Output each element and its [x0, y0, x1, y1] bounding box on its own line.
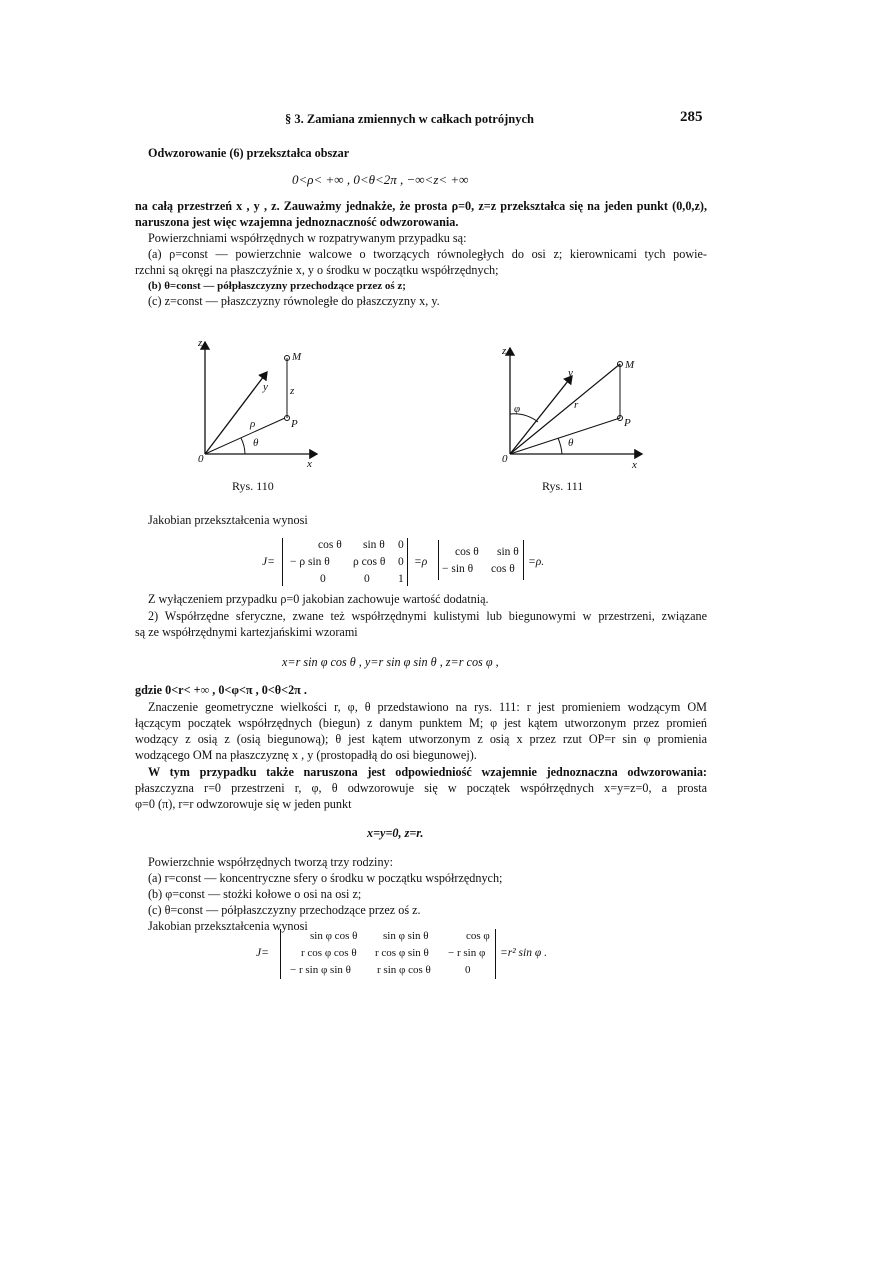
paragraph-line: Z wyłączeniem przypadku ρ=0 jakobian zachowuje wartość dodatnią. — [148, 592, 489, 606]
paragraph-line: W tym przypadku także naruszona jest odpowiedniość wzajemnie jednoznaczna odwzorowania: — [148, 765, 707, 779]
matrix-cell: sin φ sin θ — [383, 930, 429, 942]
label-origin: 0 — [502, 453, 508, 465]
paragraph-line: naruszona jest więc wzajemna jednoznaczność odwzorowania. — [135, 215, 459, 229]
matrix-cell: r sin φ cos θ — [377, 964, 431, 976]
matrix-cell: 0 — [398, 539, 404, 551]
matrix-cell: − ρ sin θ — [290, 556, 330, 568]
figure-111 — [500, 340, 650, 475]
formula-spherical: x=r sin φ cos θ , y=r sin φ sin θ , z=r cos φ , — [282, 655, 499, 669]
determinant-bar — [438, 540, 439, 580]
matrix-cell: sin θ — [363, 539, 385, 551]
label-y: y — [568, 367, 573, 379]
jacobian-lhs: J= — [256, 947, 269, 959]
paragraph-line: Znaczenie geometryczne wielkości r, φ, θ przedstawiono na rys. 111: r jest promieniem wodzącym OM — [148, 700, 707, 714]
paragraph-line: Jakobian przekształcenia wynosi — [148, 513, 308, 527]
paragraph-line: gdzie 0<r< +∞ , 0<φ<π , 0<θ<2π . — [135, 683, 307, 697]
label-theta: θ — [253, 437, 259, 449]
matrix-cell: 0 — [398, 556, 404, 568]
matrix-cell: sin φ cos θ — [310, 930, 358, 942]
paragraph-line: łączącym początek współrzędnych (biegun) z danym punktem M; φ jest kątem utworzonym przez promień — [135, 716, 707, 730]
matrix-cell: cos θ — [455, 546, 479, 558]
paragraph-line: są ze współrzędnymi kartezjańskimi wzorami — [135, 625, 358, 639]
jacobian-result: =r² sin φ . — [500, 947, 547, 959]
label-theta: θ — [568, 437, 574, 449]
running-header: § 3. Zamiana zmiennych w całkach potrójnych — [285, 112, 534, 126]
paragraph-line: Jakobian przekształcenia wynosi — [148, 919, 308, 933]
matrix-cell: 0 — [465, 964, 471, 976]
paragraph-line: Powierzchniami współrzędnych w rozpatrywanym przypadku są: — [148, 231, 467, 245]
paragraph-line: wodzący z osią z (osią biegunową); θ jest kątem utworzonym z osią x przez rzut OP=r sin φ promienia — [135, 732, 707, 746]
label-x: x — [307, 458, 312, 470]
figure-110 — [195, 330, 325, 470]
formula-point: x=y=0, z=r. — [367, 826, 424, 840]
matrix-cell: 1 — [398, 573, 404, 585]
label-x: x — [632, 459, 637, 471]
paragraph-line: Odwzorowanie (6) przekształca obszar — [148, 146, 350, 160]
label-phi: φ — [514, 403, 521, 415]
figure-caption-111: Rys. 111 — [542, 479, 584, 493]
matrix-cell: 0 — [320, 573, 326, 585]
list-item: (c) θ=const — półpłaszczyzny przechodzące przez oś z. — [148, 903, 421, 917]
list-item: (c) z=const — płaszczyzny równoległe do płaszczyzny x, y. — [148, 294, 440, 308]
matrix-cell: 0 — [364, 573, 370, 585]
list-item: (a) r=const — koncentryczne sfery o środku w początku współrzędnych; — [148, 871, 503, 885]
list-item: (b) φ=const — stożki kołowe o osi na osi z; — [148, 887, 362, 901]
matrix-cell: − r sin φ — [448, 947, 486, 959]
paragraph-line: płaszczyzna r=0 przestrzeni r, φ, θ odwzorowuje się w początek współrzędnych x=y=z=0, a prosta — [135, 781, 707, 795]
determinant-bar — [407, 538, 408, 586]
determinant-bar — [495, 929, 496, 979]
label-rho: ρ — [250, 418, 256, 430]
label-origin: 0 — [198, 453, 204, 465]
list-item: (b) θ=const — półpłaszczyzny przechodzące przez oś z; — [148, 280, 406, 292]
matrix-cell: ρ cos θ — [353, 556, 386, 568]
y-axis — [510, 376, 572, 454]
matrix-cell: cos θ — [318, 539, 342, 551]
paragraph-line: wodzącego OM na płaszczyznę x , y (prostopadłą do osi biegunowej). — [135, 748, 477, 762]
label-z-height: z — [290, 385, 295, 397]
list-item-cont: rzchni są okręgi na płaszczyźnie x, y o środku w początku współrzędnych; — [135, 263, 499, 277]
paragraph-line: na całą przestrzeń x , y , z. Zauważmy jednakże, że prosta ρ=0, z=z przekształca się na jeden punkt (0,0,z), — [135, 199, 707, 213]
label-M: M — [292, 351, 302, 363]
label-M: M — [625, 359, 635, 371]
paragraph-line: φ=0 (π), r=r odwzorowuje się w jeden punkt — [135, 797, 352, 811]
figure-caption-110: Rys. 110 — [232, 479, 274, 493]
matrix-cell: cos φ — [466, 930, 490, 942]
label-y: y — [263, 381, 268, 393]
matrix-cell: r cos φ cos θ — [301, 947, 357, 959]
matrix-cell: − sin θ — [442, 563, 474, 575]
label-r: r — [574, 399, 579, 411]
formula-domain: 0<ρ< +∞ , 0<θ<2π , −∞<z< +∞ — [292, 172, 469, 187]
list-item: (a) ρ=const — powierzchnie walcowe o tworzących równoległych do osi z; kierownicami tych powie- — [148, 247, 707, 261]
paragraph-line: 2) Współrzędne sferyczne, zwane też współrzędnymi kulistymi lub biegunowymi w przestrzeni, związane — [148, 609, 707, 623]
label-z: z — [502, 345, 507, 357]
matrix-cell: sin θ — [497, 546, 519, 558]
page-number: 285 — [680, 109, 703, 125]
equals-rho: =ρ — [414, 556, 428, 568]
label-P: P — [624, 417, 631, 429]
radius-OM — [510, 364, 620, 454]
matrix-cell: cos θ — [491, 563, 515, 575]
determinant-bar — [523, 540, 524, 580]
label-z: z — [198, 337, 203, 349]
paragraph-line: Powierzchnie współrzędnych tworzą trzy rodziny: — [148, 855, 394, 869]
jacobian-result: =ρ. — [528, 556, 545, 568]
determinant-bar — [280, 929, 281, 979]
jacobian-lhs: J= — [262, 556, 275, 568]
matrix-cell: − r sin φ sin θ — [290, 964, 351, 976]
determinant-bar — [282, 538, 283, 586]
label-P: P — [291, 418, 298, 430]
matrix-cell: r cos φ sin θ — [375, 947, 429, 959]
